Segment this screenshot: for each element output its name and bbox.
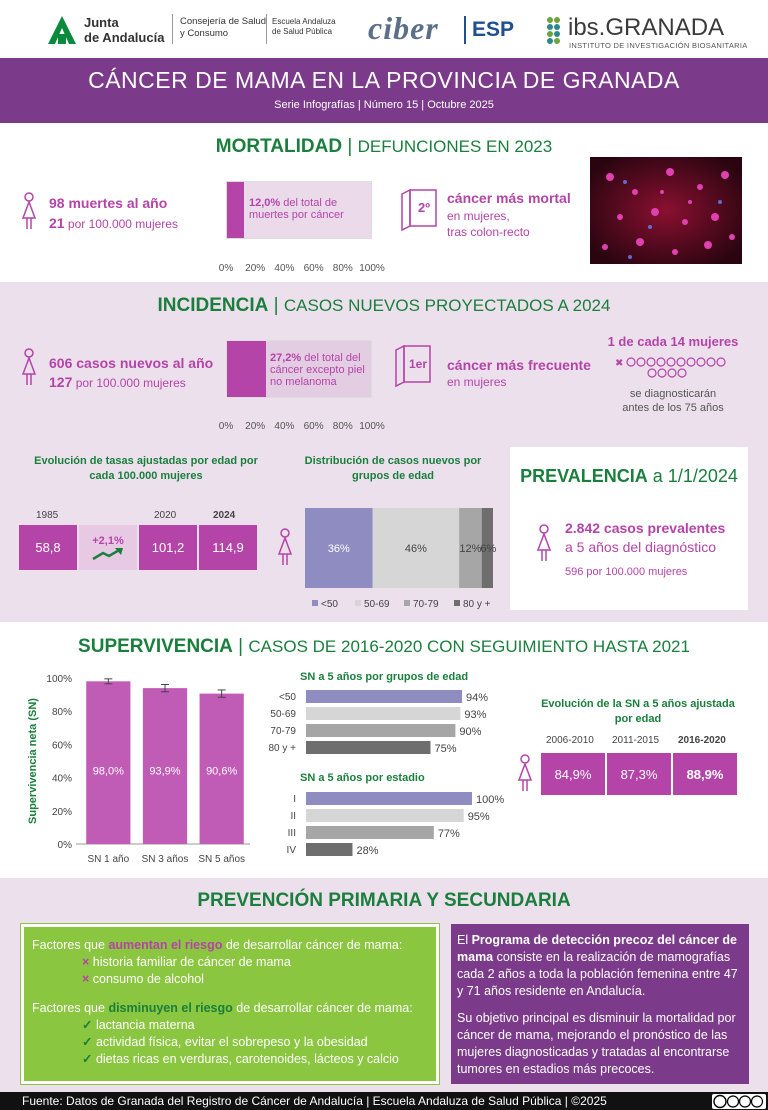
- dist-bar-label: 6%: [480, 543, 497, 555]
- legend-swatch: [404, 600, 410, 606]
- creative-commons-icon: [712, 1094, 766, 1109]
- sn-estadio-category: IV: [286, 845, 296, 856]
- mortalidad-pct: 12,0% del total de muertes por cáncer: [249, 197, 344, 221]
- risk-factors-box: [21, 924, 439, 1084]
- incidencia-pct: 27,2% del total del cáncer excepto piel no melanoma: [270, 352, 365, 388]
- legend-swatch: [312, 600, 318, 606]
- sn-evol-value-1: 84,9%: [541, 753, 605, 795]
- sn-estadio-category: II: [290, 811, 296, 822]
- mortalidad-rank: 2º: [418, 200, 430, 215]
- screening-program-box: [451, 924, 749, 1084]
- evolucion-title: Evolución de tasas ajustadas por edad por cada 100.000 mujeres: [34, 455, 258, 482]
- prevalencia-cases: 2.842 casos prevalentes: [565, 520, 726, 536]
- sn-evol-title: Evolución de la SN a 5 años ajustada por edad: [541, 698, 735, 725]
- evolucion-change: +2,1%: [79, 525, 137, 570]
- sn-estadio-bar: [306, 809, 464, 822]
- evolucion-value-2020: 101,2: [139, 525, 197, 570]
- sn-edad-value: 93%: [464, 709, 487, 721]
- consejeria-label: Consejería de Salud y Consumo: [180, 16, 267, 39]
- prevalencia-title: PREVALENCIA a 1/1/2024: [520, 466, 738, 486]
- mortalidad-rate: 21 por 100.000 mujeres: [49, 215, 178, 231]
- check-icon: ✓: [82, 1035, 96, 1049]
- cross-icon: ×: [82, 972, 93, 986]
- sn-estadio-title: SN a 5 años por estadio: [300, 772, 425, 784]
- sn-edad-chart: [268, 688, 508, 760]
- dist-bar-label: 46%: [404, 543, 427, 555]
- logo-bar: [0, 0, 768, 58]
- risk-decrease-heading: Factores que disminuyen el riesgo de desarrollar cáncer de mama:: [32, 1001, 413, 1015]
- risk-decrease-item: ✓ dietas ricas en verduras, carotenoides, lácteos y calcio: [82, 1052, 399, 1066]
- sn-evol-year-3: 2016-2020: [678, 735, 726, 746]
- sn-x-tick: SN 3 años: [141, 854, 189, 865]
- sn-edad-value: 75%: [434, 743, 457, 755]
- risk-decrease-item: ✓ lactancia materna: [82, 1018, 195, 1032]
- sn-y-tick: 40%: [51, 773, 72, 785]
- sn-edad-category: 70-79: [270, 726, 296, 737]
- sn-estadio-value: 100%: [476, 794, 505, 806]
- sn-y-tick: 80%: [51, 707, 72, 719]
- page-subtitle: Serie Infografías | Número 15 | Octubre 2025: [274, 99, 494, 111]
- sn-x-tick: SN 5 años: [198, 854, 246, 865]
- sn-evol-value-3: 88,9%: [673, 753, 737, 795]
- evolucion-year-2024: 2024: [213, 510, 236, 521]
- sn-estadio-bar: [306, 843, 352, 856]
- sn-edad-value: 94%: [466, 692, 489, 704]
- incidencia-title: INCIDENCIA | CASOS NUEVOS PROYECTADOS A 2024: [157, 295, 611, 316]
- legend-swatch: [355, 600, 361, 606]
- sn-evol-year-1: 2006-2010: [546, 735, 594, 746]
- woman-icon: [20, 192, 38, 230]
- screening-program-text: El Programa de detección precoz del cáncer de mama consiste en la realización de mamografías cada 2 años a toda la población femenina entre 47 y 71 años residente en Andalucía.: [457, 933, 738, 998]
- one-in-pictogram: [612, 356, 732, 380]
- dist-bar-label: 12%: [459, 543, 482, 555]
- esp-logo: ESP: [472, 18, 515, 41]
- evolucion-value-1985: 58,8: [19, 525, 77, 570]
- title-banner: [0, 58, 768, 123]
- prevalencia-rate: 596 por 100.000 mujeres: [565, 566, 688, 578]
- mortalidad-deaths: 98 muertes al año: [49, 195, 168, 211]
- legend-label: 80 y +: [463, 599, 491, 610]
- sn-edad-bar: [306, 741, 431, 754]
- evolucion-year-2020: 2020: [154, 510, 177, 521]
- sn-bar-label: 93,9%: [149, 765, 181, 778]
- ciber-logo: ciber: [368, 10, 439, 46]
- sn-estadio-chart: [268, 790, 508, 862]
- mortalidad-title: MORTALIDAD | DEFUNCIONES EN 2023: [215, 136, 553, 157]
- mortalidad-axis: 0% 20% 40% 60% 80% 100%: [218, 263, 385, 274]
- incidencia-rank-text: en mujeres: [447, 375, 507, 389]
- dist-bar-label: 36%: [327, 543, 350, 555]
- one-in-text: se diagnosticarán antes de los 75 años: [622, 388, 724, 414]
- sn-y-axis-label: Supervivencia neta (SN): [27, 698, 39, 824]
- mortalidad-rank-text: en mujeres, tras colon-recto: [447, 209, 530, 239]
- cross-icon: ×: [82, 955, 93, 969]
- supervivencia-title: SUPERVIVENCIA | CASOS DE 2016-2020 CON SEGUIMIENTO HASTA 2021: [78, 636, 690, 657]
- sn-bar: [86, 681, 130, 844]
- mortalidad-rank-title: cáncer más mortal: [447, 190, 571, 206]
- risk-increase-item: × historia familiar de cáncer de mama: [82, 955, 291, 969]
- sn-y-tick: 0%: [57, 840, 72, 851]
- one-in-title: 1 de cada 14 mujeres: [607, 334, 739, 349]
- sn-estadio-bar: [306, 826, 434, 839]
- sn-edad-bar: [306, 707, 460, 720]
- incidencia-rank-title: cáncer más frecuente: [447, 357, 591, 373]
- junta-name: Junta de Andalucía: [84, 15, 165, 45]
- incidencia-bar-fill: [227, 341, 266, 397]
- page-title: CÁNCER DE MAMA EN LA PROVINCIA DE GRANADA: [88, 67, 680, 93]
- sn-y-tick: 100%: [46, 674, 72, 685]
- legend-label: <50: [321, 599, 338, 610]
- sn-edad-category: <50: [279, 692, 296, 703]
- mortalidad-bar-fill: [227, 182, 244, 238]
- distribucion-title: Distribución de casos nuevos por grupos de edad: [304, 455, 482, 482]
- prevencion-title: PREVENCIÓN PRIMARIA Y SECUNDARIA: [197, 890, 571, 911]
- sn-estadio-category: III: [287, 828, 296, 839]
- svg-text:✖: ✖: [615, 358, 624, 369]
- sn-y-tick: 20%: [51, 806, 72, 818]
- sn-bar-label: 90,6%: [206, 765, 238, 778]
- sn-estadio-bar: [306, 792, 472, 805]
- legend-label: 70-79: [413, 599, 439, 610]
- sn-edad-title: SN a 5 años por grupos de edad: [300, 671, 469, 683]
- legend-swatch: [454, 600, 460, 606]
- incidencia-rate: 127 por 100.000 mujeres: [49, 374, 186, 390]
- sn-bar-chart: [16, 666, 256, 872]
- sn-estadio-value: 28%: [356, 845, 379, 857]
- prevalencia-years: a 5 años del diagnóstico: [565, 539, 716, 555]
- risk-increase-item: × consumo de alcohol: [82, 972, 204, 986]
- evolucion-value-2024: 114,9: [199, 525, 257, 570]
- sn-x-tick: SN 1 año: [87, 854, 130, 865]
- woman-icon: [535, 524, 553, 562]
- screening-objective-text: Su objetivo principal es disminuir la mortalidad por cáncer de mama, mejorando el pronóstico de las mujeres diagnosticadas y tratadas al encontrarse tumores en estadios más precoces.: [457, 1011, 736, 1076]
- woman-icon: [276, 528, 294, 566]
- sn-estadio-value: 95%: [467, 811, 490, 823]
- ibs-logo-icon: [546, 16, 566, 48]
- evolucion-year-1985: 1985: [36, 510, 59, 521]
- sn-edad-bar: [306, 724, 455, 737]
- legend-label: 50-69: [364, 599, 390, 610]
- sn-bar-label: 98,0%: [92, 765, 124, 778]
- risk-increase-heading: Factores que aumentan el riesgo de desarrollar cáncer de mama:: [32, 938, 403, 952]
- trend-up-icon: [91, 547, 125, 561]
- sn-edad-category: 80 y +: [268, 743, 296, 754]
- sn-evol-value-2: 87,3%: [607, 753, 671, 795]
- sn-estadio-value: 77%: [437, 828, 460, 840]
- distribucion-chart: [300, 500, 500, 615]
- sn-y-tick: 60%: [51, 740, 72, 752]
- ibs-subtitle: INSTITUTO DE INVESTIGACIÓN BIOSANITARIA: [569, 41, 748, 50]
- woman-icon: [20, 348, 38, 386]
- junta-logo-icon: [44, 14, 80, 46]
- escuela-label: Escuela Andaluza de Salud Pública: [272, 17, 336, 36]
- incidencia-axis: 0% 20% 40% 60% 80% 100%: [218, 421, 385, 432]
- footer-source: Fuente: Datos de Granada del Registro de Cáncer de Andalucía | Escuela Andaluza de Salud Pública | ©2025: [0, 1092, 768, 1110]
- risk-decrease-item: ✓ actividad física, evitar el sobrepeso y la obesidad: [82, 1035, 368, 1049]
- sn-estadio-category: I: [293, 794, 296, 805]
- incidencia-rank: 1er: [408, 357, 428, 371]
- incidencia-cases: 606 casos nuevos al año: [49, 355, 214, 371]
- check-icon: ✓: [82, 1018, 96, 1032]
- check-icon: ✓: [82, 1052, 96, 1066]
- cell-image: [590, 157, 742, 264]
- sn-edad-category: 50-69: [270, 709, 296, 720]
- ibs-logo: ibs.GRANADA: [568, 14, 725, 41]
- woman-icon: [516, 754, 534, 792]
- sn-edad-bar: [306, 690, 462, 703]
- sn-evol-year-2: 2011-2015: [612, 735, 660, 746]
- sn-edad-value: 90%: [459, 726, 482, 738]
